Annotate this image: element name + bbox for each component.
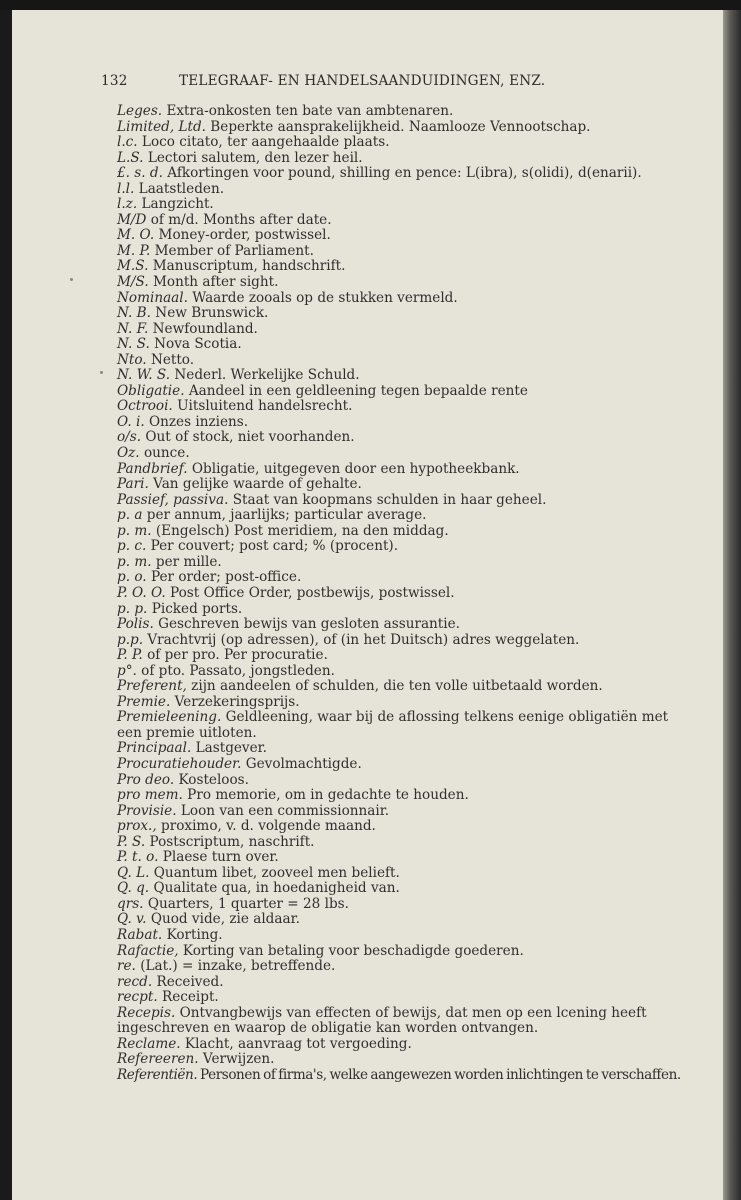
- entry-row: [117, 1006, 717, 1037]
- entry-definition: (Engelsch) Post meridiem, na den middag.: [151, 522, 449, 539]
- entry-row: [117, 524, 717, 540]
- entry-row: [117, 353, 717, 369]
- entry-definition: Qualitate qua, in hoedanigheid van.: [149, 880, 400, 897]
- entry-row: [117, 944, 717, 960]
- page-speck: [70, 278, 73, 281]
- entry-definition: Staat van koopmans schulden in haar geheel.: [228, 491, 547, 508]
- entry-row: [117, 244, 717, 260]
- entry-row: [117, 135, 717, 151]
- entry-abbreviation: Preferent,: [117, 678, 187, 695]
- entry-row: [117, 788, 717, 804]
- entry-row: [117, 555, 717, 571]
- entry-abbreviation: N. W. S.: [117, 367, 171, 384]
- entry-abbreviation: Q. v.: [117, 911, 147, 928]
- entry-definition: Kosteloos.: [174, 771, 249, 788]
- entry-abbreviation: Premie.: [117, 693, 171, 710]
- entry-definition: Beperkte aansprakelijkheid. Naamlooze Vennootschap.: [205, 118, 591, 135]
- entry-row: [117, 586, 717, 602]
- entry-abbreviation: l.c.: [117, 134, 138, 151]
- entry-abbreviation: Referentiën.: [117, 1066, 198, 1083]
- entry-definition: Quantum libet, zooveel men belieft.: [149, 864, 400, 881]
- entry-definition: Verwijzen.: [198, 1051, 275, 1068]
- entry-row: [117, 446, 717, 462]
- entry-row: [117, 633, 717, 649]
- entry-definition: Postscriptum, naschrift.: [145, 833, 315, 850]
- entry-row: [117, 415, 717, 431]
- entry-abbreviation: P. P.: [117, 647, 143, 664]
- entry-abbreviation: M. O.: [117, 227, 155, 244]
- entry-abbreviation: Principaal.: [117, 740, 192, 757]
- entry-abbreviation: p. c.: [117, 538, 147, 555]
- entry-abbreviation: p°.: [117, 662, 137, 679]
- entry-row: [117, 897, 717, 913]
- entry-abbreviation: N. B.: [117, 305, 151, 322]
- entry-row: [117, 120, 717, 136]
- entry-definition: Klacht, aanvraag tot vergoeding.: [180, 1035, 412, 1052]
- entry-row: [117, 213, 717, 229]
- entry-abbreviation: Polis.: [117, 616, 154, 633]
- entry-abbreviation: M. P.: [117, 242, 151, 259]
- entry-row: [117, 462, 717, 478]
- entry-abbreviation: Recepis.: [117, 1004, 176, 1021]
- entry-row: [117, 508, 717, 524]
- entry-row: [117, 710, 717, 741]
- entry-abbreviation: P. t. o.: [117, 849, 159, 866]
- entry-definition: Aandeel in een geldleening tegen bepaalde rente: [184, 382, 528, 399]
- entry-continuation: ingeschreven en waarop de obligatie kan worden ontvangen.: [117, 1020, 539, 1037]
- entry-definition: Nederl. Werkelijke Schuld.: [170, 367, 360, 384]
- entry-row: [117, 166, 717, 182]
- entry-abbreviation: Obligatie.: [117, 382, 185, 399]
- entry-definition: Post Office Order, postbewijs, postwissel.: [165, 584, 455, 601]
- entry-definition: Quod vide, zie aldaar.: [146, 911, 300, 928]
- entry-row: [117, 1037, 717, 1053]
- page-speck: [100, 371, 103, 374]
- entry-row: [117, 912, 717, 928]
- entry-definition: Lectori salutem, den lezer heil.: [143, 149, 363, 166]
- entry-definition: Verzekeringsprijs.: [170, 693, 300, 710]
- entry-abbreviation: re.: [117, 958, 136, 975]
- entry-row: [117, 430, 717, 446]
- entry-abbreviation: o/s.: [117, 429, 142, 446]
- entry-row: [117, 695, 717, 711]
- entry-row: [117, 151, 717, 167]
- entry-definition: Plaese turn over.: [158, 849, 279, 866]
- entry-definition: Pro memorie, om in gedachte te houden.: [182, 787, 469, 804]
- entry-abbreviation: N. S.: [117, 336, 150, 353]
- entry-abbreviation: Pro deo.: [117, 771, 175, 788]
- entry-row: [117, 866, 717, 882]
- entry-abbreviation: Passief, passiva.: [117, 491, 229, 508]
- entry-definition: Geschreven bewijs van gesloten assurantie.: [153, 616, 460, 633]
- entry-row: [117, 773, 717, 789]
- entry-definition: of pto. Passato, jongstleden.: [136, 662, 335, 679]
- entry-row: [117, 399, 717, 415]
- entry-definition: Money-order, postwissel.: [154, 227, 331, 244]
- entry-definition: per annum, jaarlijks; particular average.: [142, 507, 427, 524]
- entry-definition: Personen of firma's, welke aangewezen worden inlichtingen te verschaffen.: [197, 1066, 681, 1083]
- entry-abbreviation: Reclame.: [117, 1035, 181, 1052]
- running-header: [101, 73, 621, 89]
- entry-row: [117, 975, 717, 991]
- entry-definition: Lastgever.: [191, 740, 267, 757]
- book-spine-shadow: [723, 10, 741, 1200]
- entry-definition: Loon van een commissionnair.: [176, 802, 390, 819]
- entry-abbreviation: M.S.: [117, 258, 149, 275]
- entry-definition: Month after sight.: [148, 274, 279, 291]
- entry-abbreviation: Refereeren.: [117, 1051, 199, 1068]
- entry-definition: Laatstleden.: [134, 180, 225, 197]
- entry-abbreviation: Nominaal.: [117, 289, 188, 306]
- entry-abbreviation: Pari.: [117, 476, 149, 493]
- entry-definition: Onzes inziens.: [144, 413, 249, 430]
- entry-row: [117, 881, 717, 897]
- entry-abbreviation: qrs.: [117, 895, 144, 912]
- entry-definition: Picked ports.: [147, 600, 243, 617]
- entry-row: [117, 1052, 717, 1068]
- entry-definition: Obligatie, uitgegeven door een hypotheekbank.: [187, 460, 520, 477]
- entry-definition: ounce.: [139, 445, 190, 462]
- entry-definition: Korting van betaling voor beschadigde goederen.: [178, 942, 524, 959]
- entry-definition: Geldleening, waar bij de aflossing telkens eenige obligatiën met: [221, 709, 669, 726]
- running-title: TELEGRAAF- EN HANDELSAANDUIDINGEN, ENZ.: [179, 73, 546, 89]
- entry-definition: Out of stock, niet voorhanden.: [141, 429, 355, 446]
- entry-row: [117, 1068, 717, 1084]
- entry-row: [117, 197, 717, 213]
- entry-abbreviation: Pandbrief.: [117, 460, 188, 477]
- entry-definition: Uitsluitend handelsrecht.: [172, 398, 353, 415]
- entry-abbreviation: l.z.: [117, 196, 138, 213]
- entry-row: [117, 835, 717, 851]
- entry-row: [117, 493, 717, 509]
- entry-definition: (Lat.) = inzake, betreffende.: [135, 958, 336, 975]
- entry-definition: Langzicht.: [137, 196, 214, 213]
- entry-row: [117, 104, 717, 120]
- scan-frame-top: [0, 0, 741, 10]
- entry-abbreviation: p. o.: [117, 569, 147, 586]
- entry-abbreviation: Oz.: [117, 445, 140, 462]
- entry-definition: Ontvangbewijs van effecten of bewijs, dat men op een lcening heeft: [175, 1004, 647, 1021]
- entry-abbreviation: Rabat.: [117, 926, 163, 943]
- entry-row: [117, 664, 717, 680]
- entry-abbreviation: prox.,: [117, 818, 157, 835]
- entry-abbreviation: Q. L.: [117, 864, 150, 881]
- entry-abbreviation: L.S.: [117, 149, 144, 166]
- entry-row: [117, 757, 717, 773]
- entry-definition: New Brunswick.: [150, 305, 269, 322]
- entry-abbreviation: £. s. d.: [117, 165, 163, 182]
- entry-abbreviation: M/D: [117, 211, 147, 228]
- entry-abbreviation: p. p.: [117, 600, 148, 617]
- entry-abbreviation: Procuratiehouder.: [117, 755, 242, 772]
- entry-abbreviation: O. i.: [117, 413, 145, 430]
- entry-abbreviation: Q. q.: [117, 880, 150, 897]
- entry-definition: Nova Scotia.: [149, 336, 242, 353]
- entry-row: [117, 182, 717, 198]
- entry-abbreviation: P. O. O.: [117, 584, 166, 601]
- entry-definition: proximo, v. d. volgende maand.: [156, 818, 376, 835]
- entry-row: [117, 368, 717, 384]
- entry-row: [117, 291, 717, 307]
- entry-row: [117, 337, 717, 353]
- entry-row: [117, 539, 717, 555]
- entry-row: [117, 928, 717, 944]
- entry-abbreviation: p. m.: [117, 553, 152, 570]
- entry-definition: Loco citato, ter aangehaalde plaats.: [137, 134, 390, 151]
- entry-row: [117, 617, 717, 633]
- entry-row: [117, 602, 717, 618]
- entry-definition: Receipt.: [157, 989, 219, 1006]
- entry-definition: Afkortingen voor pound, shilling en pence: L(ibra), s(olidi), d(enarii).: [162, 165, 642, 182]
- entry-definition: Per couvert; post card; % (procent).: [146, 538, 399, 555]
- page-number: 132: [101, 73, 128, 89]
- entry-row: [117, 850, 717, 866]
- entry-row: [117, 990, 717, 1006]
- entry-definition: Gevolmachtigde.: [241, 755, 362, 772]
- entry-continuation: een premie uitloten.: [117, 724, 257, 741]
- entry-definition: Manuscriptum, handschrift.: [148, 258, 346, 275]
- entry-abbreviation: Rafactie,: [117, 942, 179, 959]
- entry-definition: Van gelijke waarde of gehalte.: [148, 476, 362, 493]
- entry-abbreviation: P. S.: [117, 833, 146, 850]
- entry-definition: Korting.: [162, 926, 223, 943]
- entry-abbreviation: l.l.: [117, 180, 135, 197]
- abbreviation-list: [117, 104, 717, 1083]
- entry-definition: Vrachtvrij (op adressen), of (in het Duitsch) adres weggelaten.: [143, 631, 580, 648]
- entry-row: [117, 275, 717, 291]
- entry-abbreviation: Octrooi.: [117, 398, 173, 415]
- entry-row: [117, 384, 717, 400]
- entry-row: [117, 804, 717, 820]
- entry-abbreviation: Provisie.: [117, 802, 177, 819]
- entry-definition: of per pro. Per procuratie.: [142, 647, 328, 664]
- entry-abbreviation: recpt.: [117, 989, 158, 1006]
- entry-row: [117, 477, 717, 493]
- entry-abbreviation: Nto.: [117, 351, 147, 368]
- entry-row: [117, 322, 717, 338]
- entry-row: [117, 819, 717, 835]
- entry-definition: Per order; post-office.: [146, 569, 302, 586]
- entry-abbreviation: recd.: [117, 973, 153, 990]
- entry-row: [117, 741, 717, 757]
- entry-definition: zijn aandeelen of schulden, die ten volle uitbetaald worden.: [186, 678, 603, 695]
- entry-abbreviation: Leges.: [117, 103, 163, 119]
- entry-abbreviation: pro mem.: [117, 787, 183, 804]
- entry-definition: Newfoundland.: [148, 320, 258, 337]
- entry-row: [117, 259, 717, 275]
- entry-definition: Received.: [152, 973, 224, 990]
- entry-definition: Waarde zooals op de stukken vermeld.: [187, 289, 458, 306]
- entry-definition: per mille.: [151, 553, 222, 570]
- entry-row: [117, 959, 717, 975]
- entry-abbreviation: p. a: [117, 507, 143, 524]
- entry-row: [117, 648, 717, 664]
- entry-row: [117, 570, 717, 586]
- entry-definition: Extra-onkosten ten bate van ambtenaren.: [162, 103, 454, 119]
- entry-abbreviation: Limited, Ltd.: [117, 118, 206, 135]
- entry-row: [117, 306, 717, 322]
- entry-abbreviation: p.p.: [117, 631, 144, 648]
- entry-definition: Netto.: [146, 351, 195, 368]
- entry-abbreviation: Premieleening.: [117, 709, 222, 726]
- entry-abbreviation: M/S.: [117, 274, 149, 291]
- entry-abbreviation: N. F.: [117, 320, 149, 337]
- entry-abbreviation: p. m.: [117, 522, 152, 539]
- entry-definition: Quarters, 1 quarter = 28 lbs.: [143, 895, 349, 912]
- entry-row: [117, 679, 717, 695]
- entry-definition: Member of Parliament.: [150, 242, 314, 259]
- entry-definition: of m/d. Months after date.: [146, 211, 332, 228]
- entry-row: [117, 228, 717, 244]
